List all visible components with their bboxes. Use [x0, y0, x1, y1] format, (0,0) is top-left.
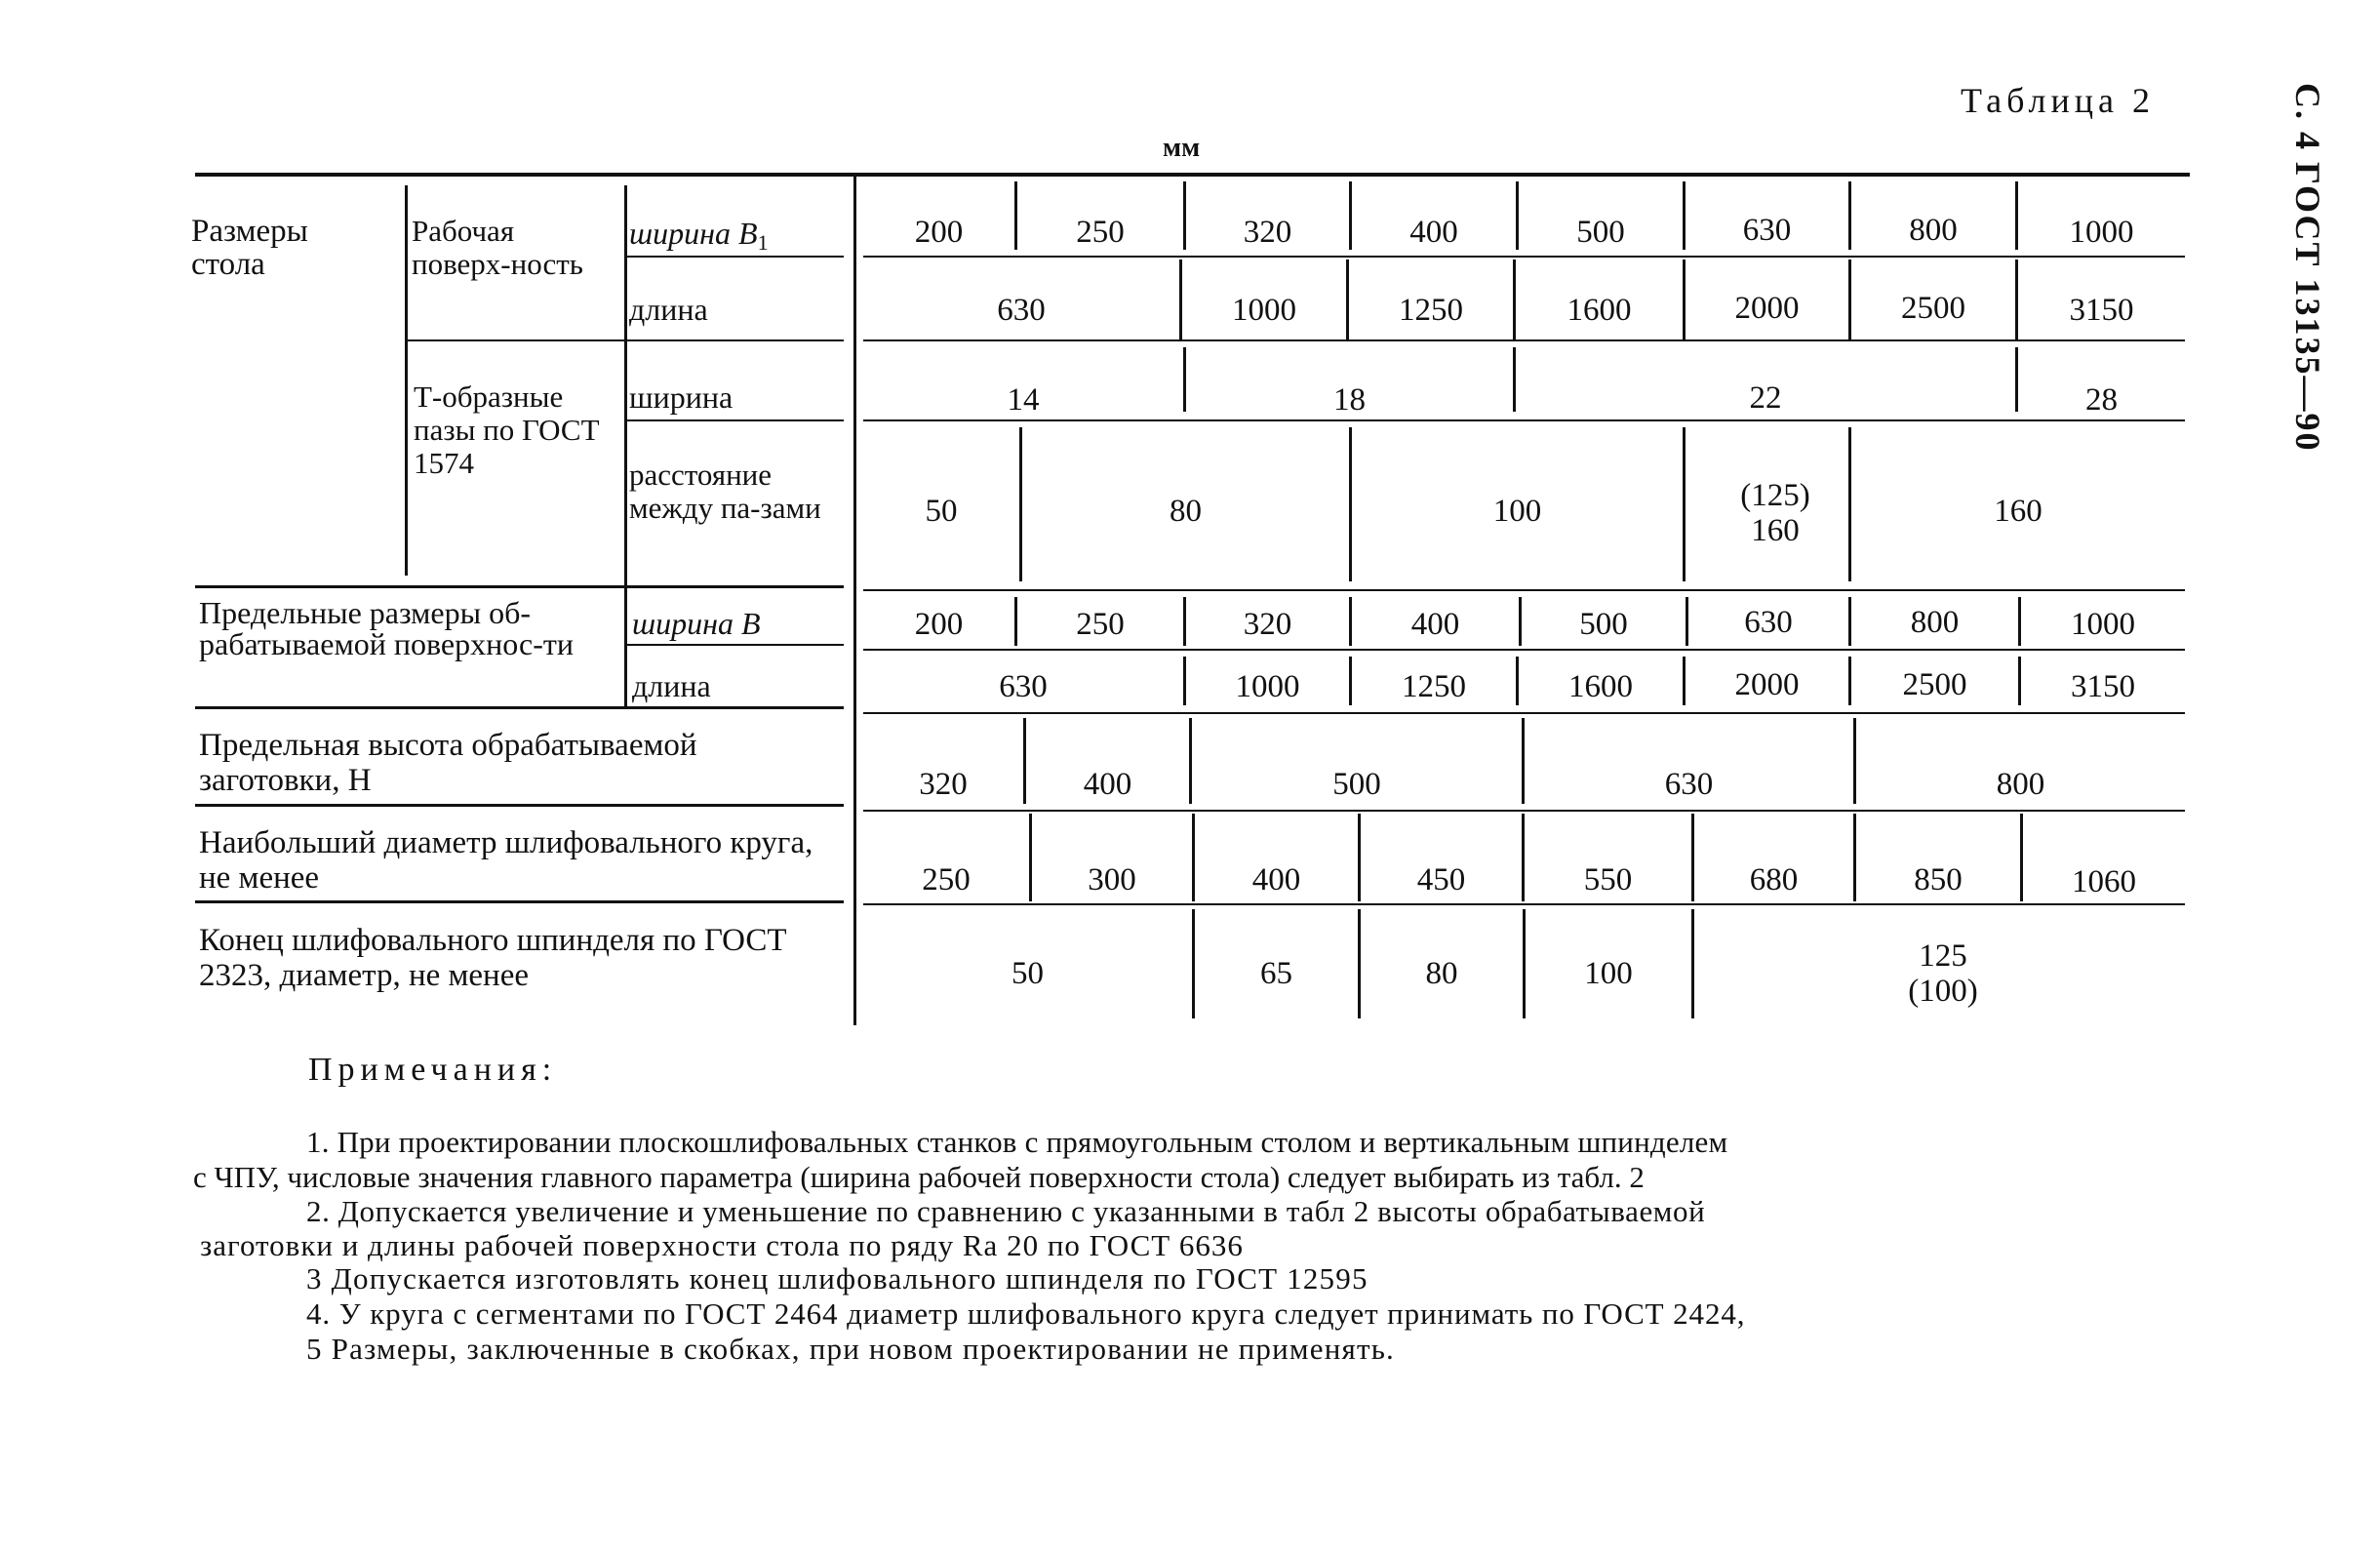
- table-length-cell: 3150: [2069, 293, 2134, 328]
- width-b1-text: ширина B: [629, 216, 758, 251]
- wheel-diameter-cell: 450: [1416, 862, 1466, 897]
- table-size-label: Размеры стола: [191, 214, 308, 282]
- notes-title: Примечания:: [308, 1052, 558, 1088]
- wheel-diameter-cell: 680: [1749, 862, 1799, 897]
- slot-width-label: ширина: [629, 379, 734, 415]
- max-height-cell: 500: [1332, 767, 1381, 802]
- limit-surface-label: Предельные размеры об-рабатываемой поверхнос-ти: [199, 595, 574, 661]
- slot-width-cell: 18: [1333, 382, 1366, 418]
- spindle-end-label: Конец шлифовального шпинделя по ГОСТ 2323, диаметр, не менее: [199, 923, 787, 993]
- limit-length-cell: 1600: [1568, 669, 1633, 704]
- slot-distance-cell: 100: [1492, 494, 1542, 529]
- b1-subscript: 1: [757, 230, 769, 255]
- note-line: 4. У круга с сегментами по ГОСТ 2464 диаметр шлифовального круга следует принимать по ГОСТ 2424,: [306, 1296, 1746, 1331]
- limit-length-cell: 2500: [1902, 667, 1967, 702]
- limit-length-cell: 2000: [1734, 667, 1800, 702]
- table-width-cell: 200: [914, 215, 964, 250]
- limit-length-cell: 1000: [1235, 669, 1300, 704]
- spindle-end-cell: 80: [1425, 956, 1458, 991]
- spindle-end-cell: 65: [1260, 956, 1292, 991]
- note-line: 3 Допускается изготовлять конец шлифовального шпинделя по ГОСТ 12595: [306, 1261, 1368, 1296]
- wheel-diameter-cell: 1060: [2072, 864, 2136, 899]
- table-length-cell: 1600: [1567, 293, 1632, 328]
- slot-distance-label: расстояние между па-зами: [629, 458, 821, 525]
- table-width-cell: 400: [1409, 215, 1458, 250]
- width-b-label: ширина B: [632, 606, 761, 641]
- table-length-cell: 630: [997, 293, 1046, 328]
- table-width-cell: 630: [1742, 213, 1792, 248]
- wheel-diameter-cell: 250: [922, 862, 971, 897]
- limit-width-cell: 320: [1243, 607, 1292, 642]
- wheel-diameter-cell: 550: [1583, 862, 1633, 897]
- wheel-diameter-cell: 300: [1088, 862, 1136, 897]
- limit-length-label: длина: [632, 668, 711, 703]
- table-width-cell: 500: [1576, 215, 1625, 250]
- table-width-cell: 1000: [2069, 215, 2134, 250]
- wheel-diameter-cell: 850: [1914, 862, 1963, 897]
- side-header: С. 4 ГОСТ 13135—90: [2288, 83, 2327, 453]
- slot-distance-cell: 80: [1170, 494, 1202, 529]
- max-height-cell: 320: [919, 767, 968, 802]
- slot-width-cell: 22: [1749, 380, 1782, 416]
- limit-width-cell: 250: [1076, 607, 1125, 642]
- wheel-diameter-cell: 400: [1251, 862, 1301, 897]
- max-height-cell: 800: [1996, 767, 2045, 802]
- note-line: 5 Размеры, заключенные в скобках, при новом проектировании не применять.: [306, 1332, 1395, 1366]
- table-length-cell: 2500: [1901, 291, 1965, 326]
- slot-distance-cell: 50: [925, 494, 958, 529]
- max-height-cell: 630: [1664, 767, 1714, 802]
- limit-length-cell: 630: [999, 669, 1048, 704]
- spindle-end-cell: 125 (100): [1908, 938, 1978, 1009]
- limit-width-cell: 800: [1910, 605, 1960, 640]
- table-length-cell: 1000: [1232, 293, 1296, 328]
- wheel-diameter-label: Наибольший диаметр шлифовального круга, не менее: [199, 825, 813, 896]
- table-width-cell: 800: [1909, 213, 1958, 248]
- limit-width-cell: 400: [1410, 607, 1460, 642]
- width-b1-label: [629, 217, 769, 259]
- table-caption: Таблица 2: [1961, 81, 2155, 120]
- note-line: 1. При проектировании плоскошлифовальных станков с прямоугольным столом и вертикальным шпинделем: [306, 1125, 1728, 1159]
- spindle-end-cell: 50: [1012, 956, 1044, 991]
- max-height-cell: 400: [1083, 767, 1132, 802]
- table-length-cell: 1250: [1399, 293, 1463, 328]
- work-surface-label: Рабочая поверх-ность: [412, 214, 583, 281]
- unit-label: мм: [1163, 133, 1201, 163]
- table-length-label: длина: [629, 292, 708, 327]
- limit-width-cell: 630: [1744, 605, 1793, 640]
- table-width-cell: 320: [1243, 215, 1292, 250]
- limit-width-cell: 1000: [2071, 607, 2135, 642]
- slot-width-cell: 14: [1007, 382, 1040, 418]
- limit-length-cell: 3150: [2071, 669, 2135, 704]
- table-width-cell: 250: [1076, 215, 1125, 250]
- limit-width-cell: 200: [914, 607, 964, 642]
- height-label: Предельная высота обрабатываемой заготовки, H: [199, 728, 697, 798]
- table-length-cell: 2000: [1734, 291, 1800, 326]
- limit-width-cell: 500: [1579, 607, 1628, 642]
- slot-distance-cell: 160: [1994, 494, 2043, 529]
- note-line: с ЧПУ, числовые значения главного параметра (ширина рабочей поверхности стола) следует выбирать из табл. 2: [193, 1160, 1645, 1194]
- slot-distance-cell: (125) 160: [1740, 478, 1810, 548]
- limit-length-cell: 1250: [1402, 669, 1466, 704]
- note-line: 2. Допускается увеличение и уменьшение по сравнению с указанными в табл 2 высоты обрабатываемой: [306, 1194, 1706, 1228]
- t-slots-label: Т-образные пазы по ГОСТ 1574: [414, 379, 600, 480]
- note-line: заготовки и длины рабочей поверхности стола по ряду Ra 20 по ГОСТ 6636: [200, 1228, 1244, 1262]
- slot-width-cell: 28: [2085, 382, 2118, 418]
- spindle-end-cell: 100: [1584, 956, 1633, 991]
